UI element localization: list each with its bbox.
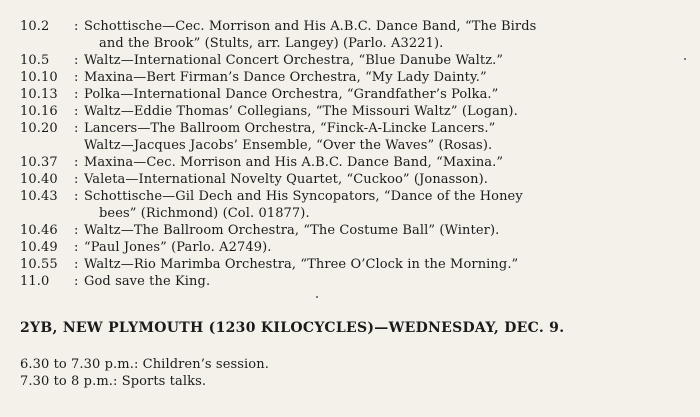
entry-time: 10.40 xyxy=(20,172,58,187)
programme-entry xyxy=(20,103,680,120)
entry-text: Schottische—Cec. Morrison and His A.B.C. Dance Band, “The Birds xyxy=(84,19,537,34)
entry-time: 10.2 xyxy=(20,19,50,34)
programme-entry xyxy=(20,86,680,103)
station-schedule xyxy=(20,356,680,390)
entry-text: Valeta—International Novelty Quartet, “Cuckoo” (Jonasson). xyxy=(84,172,488,187)
entry-text: Lancers—The Ballroom Orchestra, “Finck-A-Lincke Lancers.” xyxy=(84,121,496,136)
entry-text: bees” (Richmond) (Col. 01877). xyxy=(99,206,310,221)
entry-separator: : xyxy=(74,70,79,85)
programme-entry xyxy=(20,256,680,273)
entry-time: 10.16 xyxy=(20,104,58,119)
entry-separator: : xyxy=(74,19,79,34)
entry-time: 10.13 xyxy=(20,87,58,102)
entry-text: Waltz—Eddie Thomas’ Collegians, “The Missouri Waltz” (Logan). xyxy=(84,104,518,119)
entry-time: 10.37 xyxy=(20,155,58,170)
programme-entry xyxy=(20,154,680,171)
print-speck xyxy=(684,58,686,60)
programme-entry-continuation xyxy=(20,137,680,154)
entry-text: Waltz—Rio Marimba Orchestra, “Three O’Clock in the Morning.” xyxy=(84,257,519,272)
entry-time: 11.0 xyxy=(20,274,50,289)
programme-entry xyxy=(20,18,680,35)
entry-separator: : xyxy=(74,240,79,255)
entry-separator: : xyxy=(74,121,79,136)
entry-separator: : xyxy=(74,172,79,187)
entry-separator: : xyxy=(74,104,79,119)
entry-time: 10.10 xyxy=(20,70,58,85)
entry-separator: : xyxy=(74,257,79,272)
entry-time: 10.46 xyxy=(20,223,58,238)
entry-time: 10.20 xyxy=(20,121,58,136)
programme-listing xyxy=(20,18,680,290)
entry-text: Schottische—Gil Dech and His Syncopators, “Dance of the Honey xyxy=(84,189,523,204)
programme-entry xyxy=(20,52,680,69)
schedule-text: 6.30 to 7.30 p.m.: Children’s session. xyxy=(20,357,269,372)
entry-time: 10.43 xyxy=(20,189,58,204)
programme-entry xyxy=(20,69,680,86)
entry-separator: : xyxy=(74,155,79,170)
schedule-text: 7.30 to 8 p.m.: Sports talks. xyxy=(20,374,207,389)
entry-separator: : xyxy=(74,87,79,102)
station-heading: 2YB, NEW PLYMOUTH (1230 KILOCYCLES)—WEDNESDAY, DEC. 9. xyxy=(20,320,565,336)
schedule-line xyxy=(20,356,680,373)
entry-text: Maxina—Bert Firman’s Dance Orchestra, “My Lady Dainty.” xyxy=(84,70,487,85)
entry-text: Waltz—The Ballroom Orchestra, “The Costume Ball” (Winter). xyxy=(84,223,500,238)
entry-time: 10.5 xyxy=(20,53,50,68)
entry-separator: : xyxy=(74,189,79,204)
programme-entry-continuation xyxy=(20,35,680,52)
programme-entry xyxy=(20,222,680,239)
programme-entry xyxy=(20,188,680,205)
entry-text: Maxina—Cec. Morrison and His A.B.C. Dance Band, “Maxina.” xyxy=(84,155,504,170)
entry-time: 10.55 xyxy=(20,257,58,272)
entry-text: God save the King. xyxy=(84,274,211,289)
programme-entry xyxy=(20,171,680,188)
entry-text: Waltz—Jacques Jacobs’ Ensemble, “Over the Waves” (Rosas). xyxy=(84,138,493,153)
print-speck xyxy=(316,296,318,298)
entry-separator: : xyxy=(74,274,79,289)
entry-separator: : xyxy=(74,53,79,68)
entry-text: “Paul Jones” (Parlo. A2749). xyxy=(84,240,272,255)
programme-entry xyxy=(20,273,680,290)
schedule-line xyxy=(20,373,680,390)
entry-text: Polka—International Dance Orchestra, “Grandfather’s Polka.” xyxy=(84,87,499,102)
programme-entry xyxy=(20,239,680,256)
entry-time: 10.49 xyxy=(20,240,58,255)
entry-text: Waltz—International Concert Orchestra, “Blue Danube Waltz.” xyxy=(84,53,504,68)
entry-text: and the Brook” (Stults, arr. Langey) (Parlo. A3221). xyxy=(99,36,444,51)
programme-entry-continuation xyxy=(20,205,680,222)
programme-entry xyxy=(20,120,680,137)
entry-separator: : xyxy=(74,223,79,238)
